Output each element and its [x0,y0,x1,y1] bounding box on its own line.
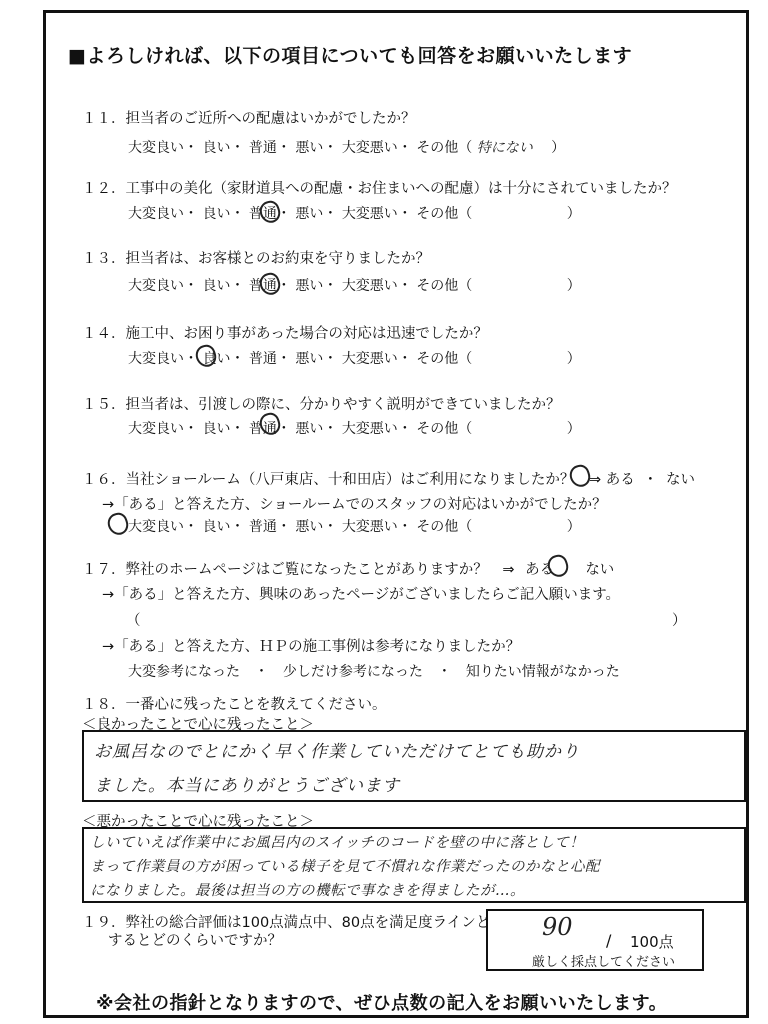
option-not-found[interactable]: 知りたい情報がなかった [465,664,620,680]
question-19-line-2: するとどのくらいですか？ [108,933,282,949]
question-13-options: 大変良い・ 良い・ 普通・ 悪い・ 大変悪い・ その他（ ） [128,278,581,294]
option-very-bad[interactable]: 大変悪い [341,519,398,535]
option-other-close: ） [566,278,581,294]
option-slightly-helpful[interactable]: 少しだけ参考になった [282,664,423,680]
question-13: １３．担当者は、お客様とのお約束を守りましたか？ [82,251,430,267]
survey-sheet [43,10,749,1018]
option-good[interactable]: 良い [202,278,231,294]
option-good[interactable]: 良い [202,519,231,535]
option-other[interactable]: その他（ [416,519,473,535]
question-15: １５．担当者は、引渡しの際に、分かりやすく説明ができていましたか？ [82,397,561,413]
bad-comment-line-3: になりました。最後は担当の方の機転で事なきを得ましたが…。 [90,883,525,899]
option-normal[interactable]: 普通 [248,206,277,222]
question-17-text: １７．弊社のホームページはご覧になったことがありますか？ [82,562,488,578]
option-good[interactable]: 良い [202,421,231,437]
good-comment-line-1: お風呂なのでとにかく早く作業していただけてとても助かり [94,742,580,762]
question-18: １８．一番心に残ったことを教えてください。 [82,697,387,713]
bad-label: ＜悪かったことで心に残ったこと＞ [82,814,314,830]
option-very-good[interactable]: 大変良い [128,519,184,535]
score-note: 厳しく採点してください [532,955,676,970]
option-other-close: ） [566,351,581,367]
option-very-bad[interactable]: 大変悪い [341,421,398,437]
good-label: ＜良かったことで心に残ったこと＞ [82,717,314,733]
option-bad[interactable]: 悪い [295,278,324,294]
option-other[interactable]: その他（ [416,421,473,437]
option-bad[interactable]: 悪い [295,421,324,437]
score-max: 100点 [630,933,674,951]
question-15-options: 大変良い・ 良い・ 普通・ 悪い・ 大変悪い・ その他（ ） [128,421,581,437]
question-14: １４．施工中、お困り事があった場合の対応は迅速でしたか？ [82,326,488,342]
option-other[interactable]: その他（ [416,278,473,294]
option-very-good[interactable]: 大変良い [128,421,184,437]
option-very-good[interactable]: 大変良い [128,351,184,367]
question-16-text: １６．当社ショールーム（八戸東店、十和田店）はご利用になりましたか？ [82,472,575,488]
question-19-line-1: １９．弊社の総合評価は100点満点中、80点を満足度ラインと [82,915,491,931]
question-16-options: 大変良い・ 良い・ 普通・ 悪い・ 大変悪い・ その他（ ） [128,519,581,535]
option-bad[interactable]: 悪い [295,351,324,367]
question-12-options: 大変良い・ 良い・ 普通・ 悪い・ 大変悪い・ その他（ ） [128,206,581,222]
paren-close: ） [672,613,687,629]
question-11: １１．担当者のご近所への配慮はいかがでしたか？ [82,111,416,127]
question-16: １６．当社ショールーム（八戸東店、十和田店）はご利用になりましたか？ ⇒ ある ・ ない [82,472,696,488]
question-17-sub2: →「ある」と答えた方、ＨＰの施工事例は参考になりましたか？ [102,639,521,655]
option-bad[interactable]: 悪い [295,140,324,156]
arrow-icon: ⇒ [589,472,602,488]
footer-note: ※会社の指針となりますので、ぜひ点数の記入をお願いいたします。 [96,993,668,1014]
option-normal[interactable]: 普通 [248,140,277,156]
option-very-bad[interactable]: 大変悪い [341,140,398,156]
option-other-close: ） [566,421,581,437]
paren-open: （ [126,613,141,629]
option-bad[interactable]: 悪い [295,519,324,535]
bad-comment-line-2: まって作業員の方が困っている様子を見て不慣れな作業だったのかなと心配 [90,859,600,875]
option-other-close: ） [551,140,566,156]
question-14-options: 大変良い・ 良い・ 普通・ 悪い・ 大変悪い・ その他（ ） [128,351,581,367]
score-slash: / [606,931,612,950]
option-normal[interactable]: 普通 [248,519,277,535]
good-comment-line-2: ました。本当にありがとうございます [94,776,400,796]
option-good[interactable]: 良い [202,140,231,156]
option-very-good[interactable]: 大変良い [128,206,184,222]
page-heading: ■よろしければ、以下の項目についても回答をお願いいたします [68,45,633,67]
option-very-bad[interactable]: 大変悪い [341,351,398,367]
option-other[interactable]: その他（ [416,140,473,156]
option-normal[interactable]: 普通 [248,278,277,294]
option-very-helpful[interactable]: 大変参考になった [128,664,240,680]
score-value[interactable]: 90 [542,913,573,941]
question-17 [82,558,614,579]
option-other[interactable]: その他（ [416,351,473,367]
option-bad[interactable]: 悪い [295,206,324,222]
option-very-bad[interactable]: 大変悪い [341,206,398,222]
option-good[interactable]: 良い [202,206,231,222]
option-normal[interactable]: 普通 [248,421,277,437]
option-very-good[interactable]: 大変良い [128,140,184,156]
bad-comment-line-1: しいていえば作業中にお風呂内のスイッチのコードを壁の中に落として！ [90,835,585,851]
question-17-options: 大変参考になった ・ 少しだけ参考になった ・ 知りたい情報がなかった [128,664,620,680]
question-12: １２．工事中の美化（家財道具への配慮・お住まいへの配慮）は十分にされていましたか？ [82,181,677,197]
option-normal[interactable]: 普通 [248,351,277,367]
handwritten-other-note: 特にない [476,140,533,156]
question-17-sub1: →「ある」と答えた方、興味のあったページがございましたらご記入願います。 [102,587,621,603]
option-other-close: ） [566,206,581,222]
option-very-bad[interactable]: 大変悪い [341,278,398,294]
option-no[interactable]: ない [585,562,615,578]
option-other-close: ） [566,519,581,535]
question-11-options: 大変良い・ 良い・ 普通・ 悪い・ 大変悪い・ その他（ 特にない ） [128,140,566,156]
option-yes[interactable]: ある [605,472,635,488]
option-no[interactable]: ない [666,472,696,488]
option-good[interactable]: 良い [202,351,231,367]
arrow-icon: ⇒ [502,562,515,578]
option-very-good[interactable]: 大変良い [128,278,184,294]
question-16-sub: →「ある」と答えた方、ショールームでのスタッフの対応はいかがでしたか？ [102,497,607,513]
option-yes[interactable]: ある [525,562,555,578]
option-other[interactable]: その他（ [416,206,473,222]
